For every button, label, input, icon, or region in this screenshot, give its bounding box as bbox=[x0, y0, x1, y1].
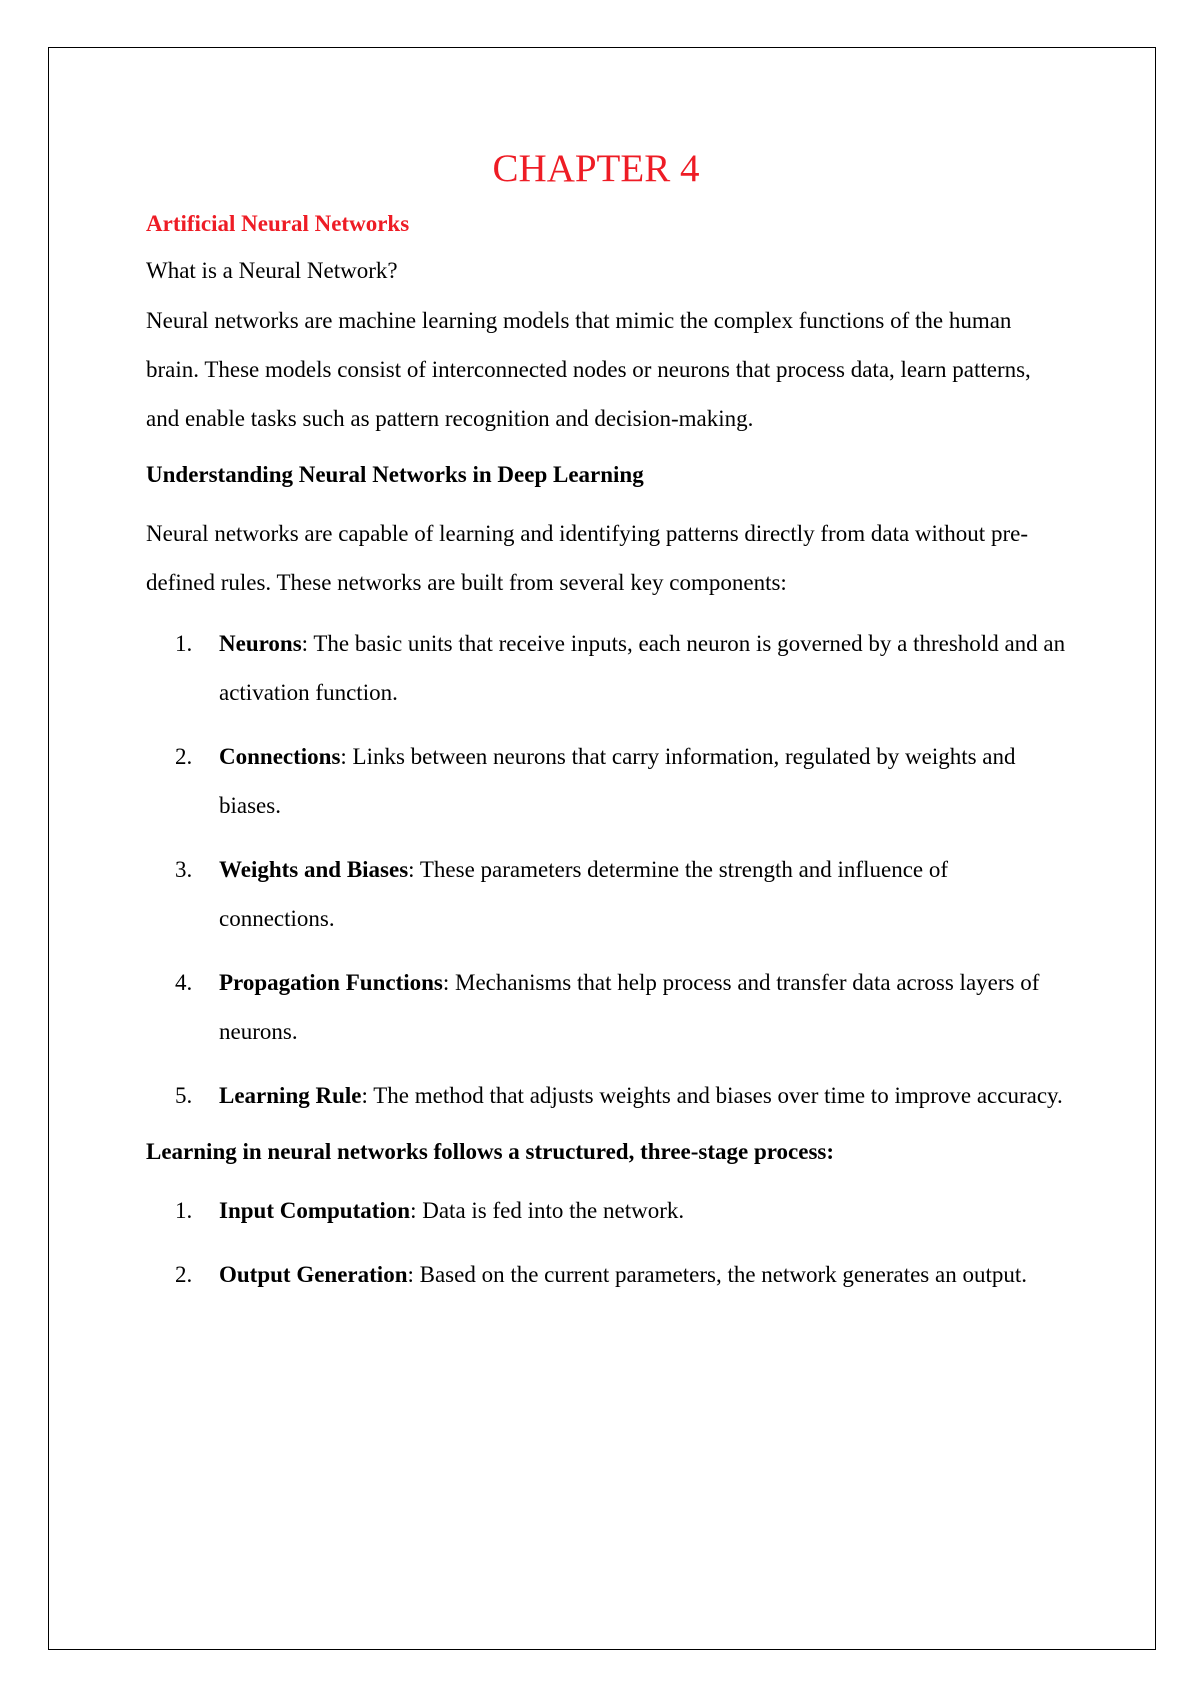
list-description: : Links between neurons that carry information, regulated by weights and biases. bbox=[219, 744, 1016, 818]
list-item bbox=[146, 1250, 1066, 1299]
list-number: 4. bbox=[175, 970, 193, 995]
list-term: Propagation Functions bbox=[219, 970, 443, 995]
question-text: What is a Neural Network? bbox=[146, 258, 398, 283]
list-description: : The method that adjusts weights and biases over time to improve accuracy. bbox=[361, 1083, 1063, 1108]
list-number: 3. bbox=[175, 857, 193, 882]
list-number: 1. bbox=[175, 1198, 193, 1223]
list-item bbox=[146, 732, 1066, 830]
learning-heading: Learning in neural networks follows a structured, three-stage process: bbox=[146, 1139, 835, 1164]
chapter-title: CHAPTER 4 bbox=[492, 147, 700, 190]
list-term: Connections bbox=[219, 744, 341, 769]
list-number: 1. bbox=[175, 631, 193, 656]
list-term: Input Computation bbox=[219, 1198, 411, 1223]
list-description: : Based on the current parameters, the network generates an output. bbox=[407, 1262, 1027, 1287]
section-title: Artificial Neural Networks bbox=[146, 211, 410, 236]
list-description: : Mechanisms that help process and transfer data across layers of neurons. bbox=[219, 970, 1040, 1044]
list-description: : These parameters determine the strength and influence of connections. bbox=[219, 857, 949, 931]
list-term: Output Generation bbox=[219, 1262, 408, 1287]
document-content bbox=[146, 138, 1066, 1314]
list-number: 2. bbox=[175, 744, 193, 769]
stages-list bbox=[146, 1186, 1066, 1299]
list-term: Weights and Biases bbox=[219, 857, 409, 882]
list-item bbox=[146, 958, 1066, 1056]
list-description: : The basic units that receive inputs, each neuron is governed by a threshold and an activation function. bbox=[219, 631, 1066, 705]
list-item bbox=[146, 1186, 1066, 1235]
list-item bbox=[146, 619, 1066, 717]
list-number: 2. bbox=[175, 1262, 193, 1287]
list-term: Learning Rule bbox=[219, 1083, 362, 1108]
list-number: 5. bbox=[175, 1083, 193, 1108]
list-item bbox=[146, 845, 1066, 943]
intro-paragraph: Neural networks are machine learning models that mimic the complex functions of the human brain. These models consist of interconnected nodes or neurons that process data, learn patterns, and enable tasks such as pattern recognition and decision-making. bbox=[146, 308, 1031, 431]
understanding-paragraph: Neural networks are capable of learning and identifying patterns directly from data without pre-defined rules. These networks are built from several key components: bbox=[146, 521, 1028, 595]
understanding-heading: Understanding Neural Networks in Deep Learning bbox=[146, 462, 644, 487]
list-item bbox=[146, 1071, 1066, 1120]
list-description: : Data is fed into the network. bbox=[410, 1198, 685, 1223]
components-list bbox=[146, 619, 1066, 1120]
list-term: Neurons bbox=[219, 631, 302, 656]
